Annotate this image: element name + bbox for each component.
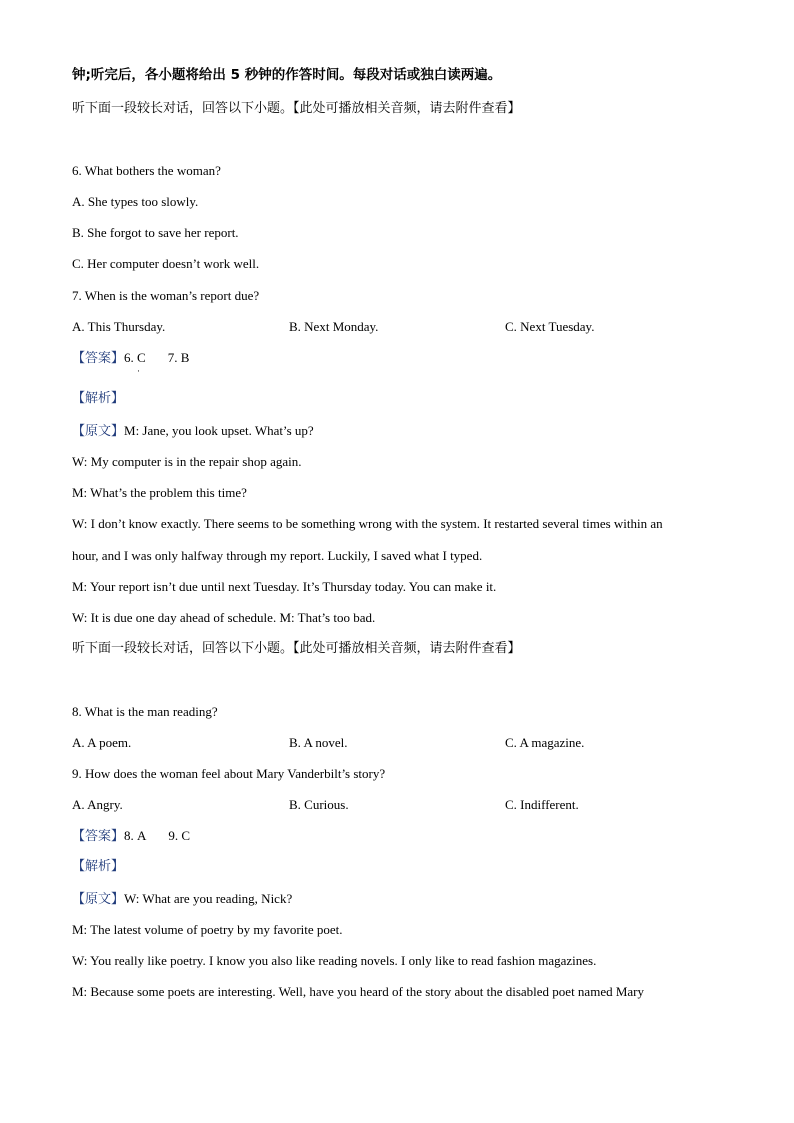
original-tag: 【原文】 (72, 892, 125, 907)
q9-option-c: C. Indifferent. (505, 797, 579, 812)
transcript-2-line-2: M: The latest volume of poetry by my favorite poet. (72, 922, 343, 937)
stray-dot: · (137, 366, 140, 376)
analysis-tag-2: 【解析】 (72, 859, 125, 874)
transcript-2-line-4: M: Because some poets are interesting. Well, have you heard of the story about the disabled poet named Mary (72, 984, 644, 999)
section1-instruction: 听下面一段较长对话，回答以下小题。【此处可播放相关音频，请去附件查看】 (72, 101, 521, 116)
answer-9: 9. C (168, 828, 191, 843)
q9-option-b: B. Curious. (289, 797, 349, 812)
q8-option-b: B. A novel. (289, 735, 348, 750)
header-instruction: 钟;听完后，各小题将给出 5 秒钟的作答时间。每段对话或独白读两遍。 (72, 67, 502, 83)
q6-option-a: A. She types too slowly. (72, 194, 199, 209)
answer-line-1 (72, 349, 189, 368)
answer-line-2 (72, 827, 190, 846)
section2-instruction: 听下面一段较长对话，回答以下小题。【此处可播放相关音频，请去附件查看】 (72, 641, 521, 656)
answer-8: 8. A (124, 828, 147, 843)
transcript-1-line-4: W: I don’t know exactly. There seems to be something wrong with the system. It restarted several times within an (72, 516, 663, 531)
answer-7: 7. B (167, 350, 190, 365)
original-tag: 【原文】 (72, 424, 125, 439)
question-9: 9. How does the woman feel about Mary Vanderbilt’s story? (72, 766, 386, 781)
q6-option-b: B. She forgot to save her report. (72, 225, 239, 240)
q7-option-a: A. This Thursday. (72, 319, 166, 334)
transcript-1-line-1 (72, 422, 314, 441)
q8-option-a: A. A poem. (72, 735, 132, 750)
question-8: 8. What is the man reading? (72, 704, 218, 719)
answer-tag: 【答案】 (72, 829, 125, 844)
transcript-1-line-7: W: It is due one day ahead of schedule. M: That’s too bad. (72, 610, 376, 625)
transcript-2-line-1 (72, 890, 292, 909)
transcript-text: M: Jane, you look upset. What’s up? (124, 423, 314, 438)
transcript-1-line-6: M: Your report isn’t due until next Tuesday. It’s Thursday today. You can make it. (72, 579, 497, 594)
q7-option-c: C. Next Tuesday. (505, 319, 595, 334)
q6-option-c: C. Her computer doesn’t work well. (72, 256, 260, 271)
question-7: 7. When is the woman’s report due? (72, 288, 260, 303)
transcript-1-line-5: hour, and I was only halfway through my report. Luckily, I saved what I typed. (72, 548, 483, 563)
transcript-2-line-3: W: You really like poetry. I know you also like reading novels. I only like to read fashion magazines. (72, 953, 597, 968)
q9-option-a: A. Angry. (72, 797, 123, 812)
transcript-text: W: What are you reading, Nick? (124, 891, 293, 906)
answer-tag: 【答案】 (72, 351, 125, 366)
q7-option-b: B. Next Monday. (289, 319, 379, 334)
transcript-1-line-2: W: My computer is in the repair shop again. (72, 454, 302, 469)
q8-option-c: C. A magazine. (505, 735, 585, 750)
transcript-1-line-3: M: What’s the problem this time? (72, 485, 247, 500)
question-6: 6. What bothers the woman? (72, 163, 221, 178)
analysis-tag-1: 【解析】 (72, 391, 125, 406)
answer-6: 6. C (124, 350, 146, 365)
